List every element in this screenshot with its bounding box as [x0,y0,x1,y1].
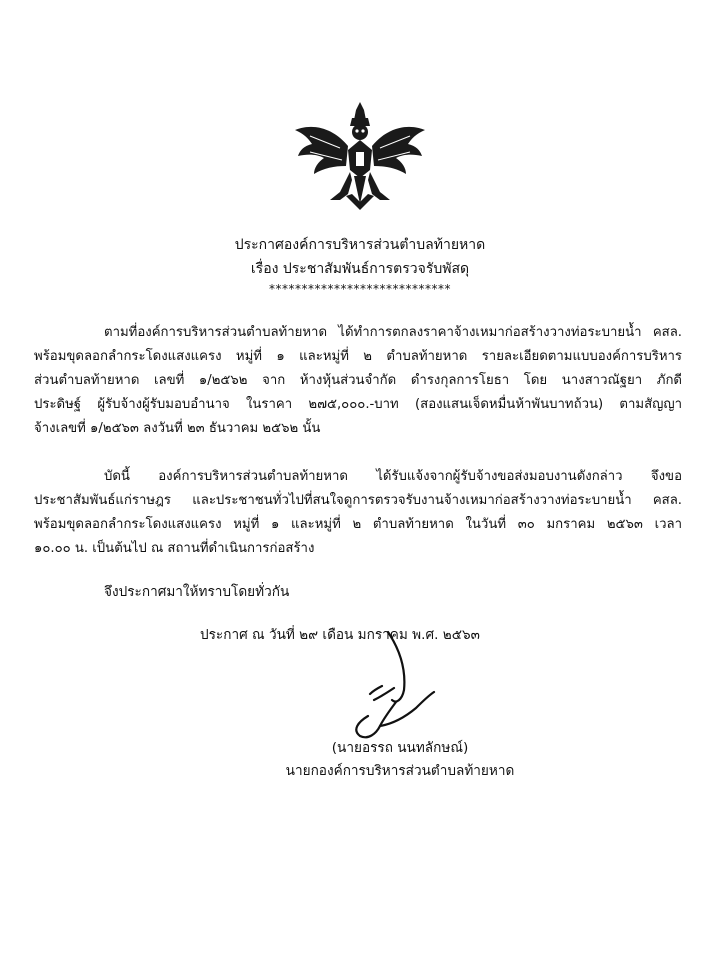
closing-statement: จึงประกาศมาให้ทราบโดยทั่วกัน [104,584,290,600]
paragraph-1-line: ตามที่องค์การบริหารส่วนตำบลท้ายหาด ได้ทำการตกลงราคาจ้างเหมาก่อสร้างวางท่อระบายน้ำ คสล. [104,325,682,340]
announcement-date: ประกาศ ณ วันที่ ๒๙ เดือน มกราคม พ.ศ. ๒๕๖๓ [200,627,480,643]
header-separator: **************************** [269,282,451,296]
paragraph-2 [34,465,682,561]
signer-name: (นายอรรถ นนทลักษณ์) [331,740,469,756]
announcement-subject: เรื่อง ประชาสัมพันธ์การตรวจรับพัสดุ [250,261,470,277]
paragraph-2-line: พร้อมขุดลอกลำกระโดงแสงแครง หมู่ที่ ๑ และหมู่ที่ ๒ ตำบลท้ายหาด ในวันที่ ๓๐ มกราคม ๒๕๖๓ เวลา [34,517,682,532]
paragraph-2-line: ประชาสัมพันธ์แก่ราษฎร และประชาชนทั่วไปที่สนใจดูการตรวจรับงานจ้างเหมาก่อสร้างวางท่อระบายน้ำ คสล. [34,493,682,508]
paragraph-1-line: ส่วนตำบลท้ายหาด เลขที่ ๑/๒๕๖๒ จาก ห้างหุ้นส่วนจำกัด ดำรงกุลการโยธา โดย นางสาวณัฐยา ภักดี [34,373,682,388]
paragraph-2-line: ๑๐.๐๐ น. เป็นต้นไป ณ สถานที่ดำเนินการก่อสร้าง [34,541,315,556]
paragraph-1 [34,321,682,441]
signer-position: นายกองค์การบริหารส่วนตำบลท้ายหาด [285,763,515,779]
announcement-title: ประกาศองค์การบริหารส่วนตำบลท้ายหาด [234,237,486,253]
paragraph-1-line: จ้างเลขที่ ๑/๒๕๖๓ ลงวันที่ ๒๓ ธันวาคม ๒๕๖๒ นั้น [34,421,321,436]
garuda-emblem [290,100,430,212]
handwritten-signature [330,630,450,750]
paragraph-1-line: ประดิษฐ์ ผู้รับจ้างผู้รับมอบอำนาจ ในราคา ๒๗๕,๐๐๐.-บาท (สองแสนเจ็ดหมื่นห้าพันบาทถ้วน) ตามสัญญา [34,397,682,412]
paragraph-2-line: บัดนี้ องค์การบริหารส่วนตำบลท้ายหาด ได้รับแจ้งจากผู้รับจ้างขอส่งมอบงานดังกล่าว จึงขอ [104,469,682,484]
paragraph-1-line: พร้อมขุดลอกลำกระโดงแสงแครง หมู่ที่ ๑ และหมู่ที่ ๒ ตำบลท้ายหาด รายละเอียดตามแบบองค์การบริหาร [34,349,682,364]
